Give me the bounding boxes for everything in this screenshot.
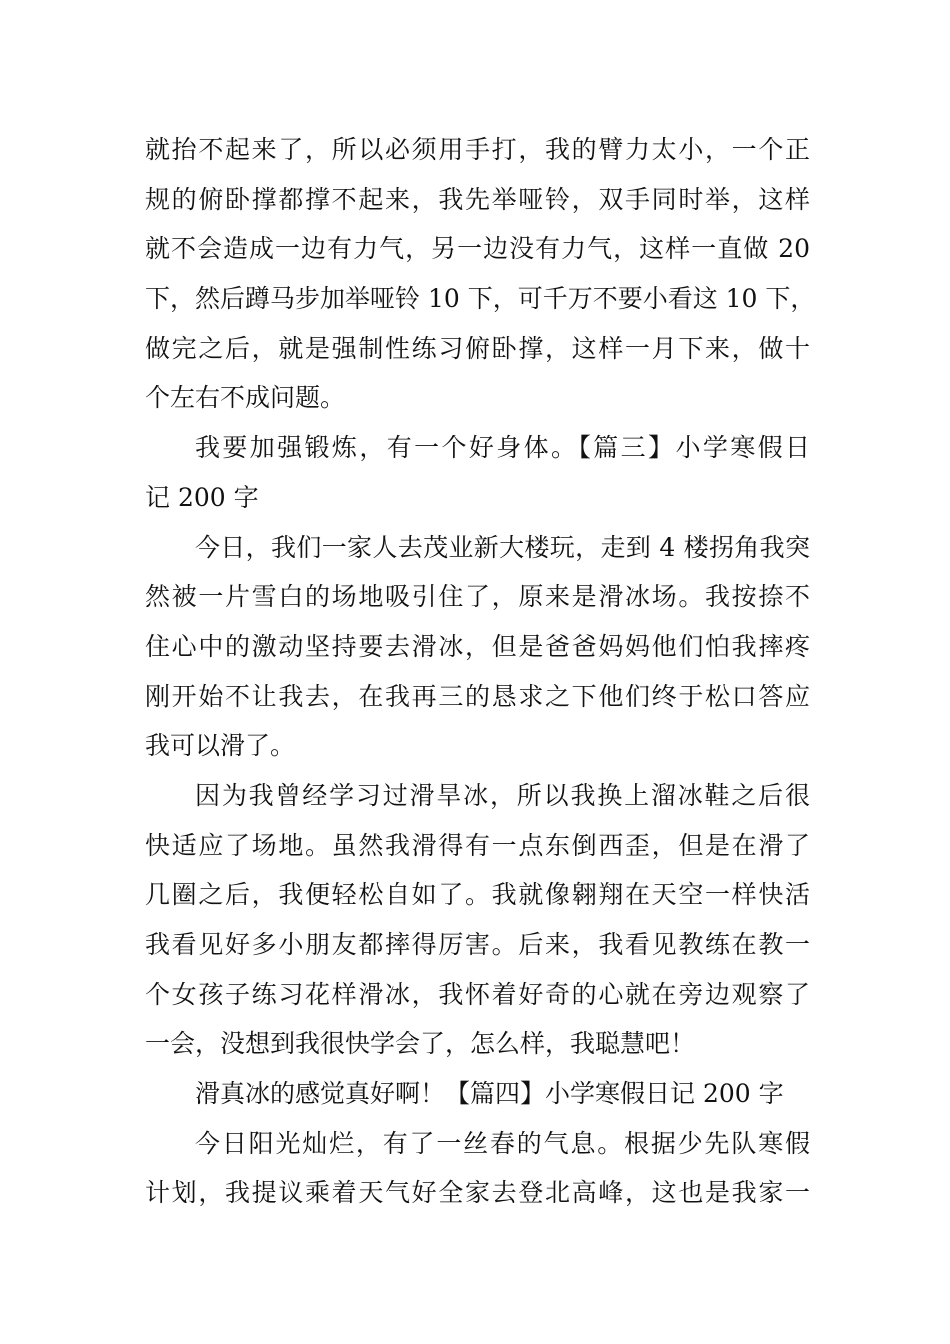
text-line: 我要加强锻炼，有一个好身体。【篇三】小学寒假日 — [195, 433, 810, 463]
text-line: 记 200 字 — [145, 482, 259, 512]
text-line: 我看见好多小朋友都摔得厉害。后来，我看见教练在教一 — [145, 930, 810, 959]
text-line: 滑真冰的感觉真好啊！【篇四】小学寒假日记 200 字 — [195, 1079, 784, 1109]
text-line: 今日阳光灿烂，有了一丝春的气息。根据少先队寒假 — [195, 1128, 810, 1158]
text-line: 规的俯卧撑都撑不起来，我先举哑铃，双手同时举，这样 — [145, 184, 810, 214]
text-line: 住心中的激动坚持要去滑冰，但是爸爸妈妈他们怕我摔疼 — [145, 631, 810, 661]
text-line: 因为我曾经学习过滑旱冰，所以我换上溜冰鞋之后很 — [195, 780, 810, 810]
text-line: 几圈之后，我便轻松自如了。我就像翱翔在天空一样快活 — [145, 880, 810, 910]
text-line: 我可以滑了。 — [145, 731, 296, 761]
text-line: 然被一片雪白的场地吸引住了，原来是滑冰场。我按捺不 — [145, 582, 810, 612]
text-line: 个左右不成问题。 — [145, 383, 346, 413]
text-line: 就抬不起来了，所以必须用手打，我的臂力太小，一个正 — [145, 135, 810, 164]
text-line: 个女孩子练习花样滑冰，我怀着好奇的心就在旁边观察了 — [145, 979, 810, 1009]
text-line: 刚开始不让我去，在我再三的恳求之下他们终于松口答应 — [145, 681, 810, 711]
text-line: 今日，我们一家人去茂业新大楼玩，走到 4 楼拐角我突 — [195, 532, 810, 562]
document-page — [145, 125, 816, 1218]
text-line: 一会，没想到我很快学会了，怎么样，我聪慧吧！ — [145, 1029, 696, 1059]
text-line: 快适应了场地。虽然我滑得有一点东倒西歪，但是在滑了 — [145, 830, 810, 860]
text-line: 做完之后，就是强制性练习俯卧撑，这样一月下来，做十 — [145, 333, 810, 363]
text-line: 计划，我提议乘着天气好全家去登北高峰，这也是我家一 — [145, 1178, 810, 1208]
text-line: 下，然后蹲马步加举哑铃 10 下，可千万不要小看这 10 下， — [145, 284, 816, 314]
text-line: 就不会造成一边有力气，另一边没有力气，这样一直做 20 — [145, 234, 810, 264]
